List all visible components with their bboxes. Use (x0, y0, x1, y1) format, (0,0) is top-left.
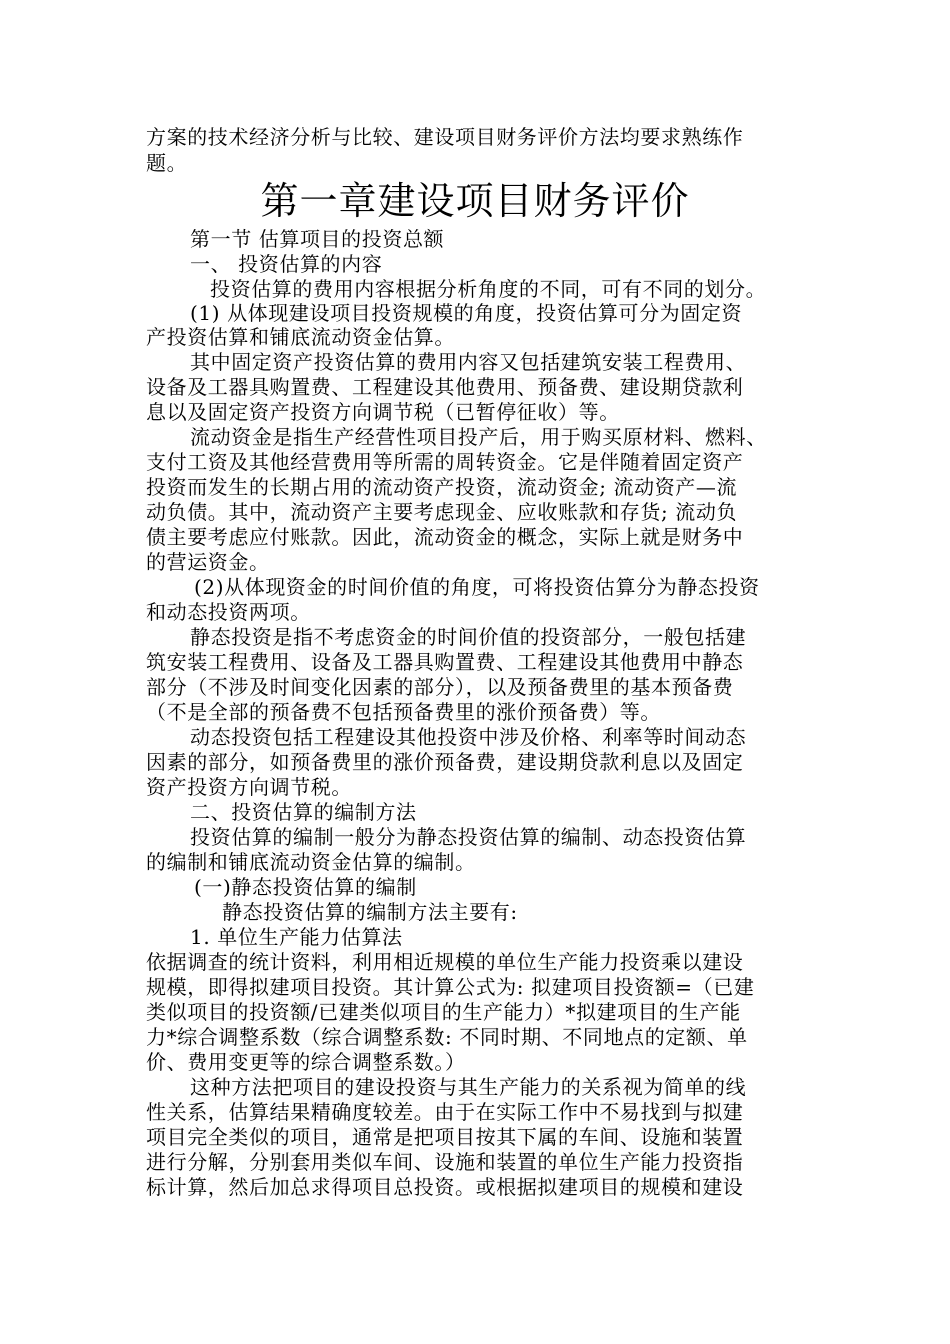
paragraph-line: 静态投资是指不考虑资金的时间价值的投资部分，一般包括建 (190, 625, 747, 649)
chapter-title: 第一章建设项目财务评价 (260, 179, 690, 223)
paragraph-line: 进行分解，分别套用类似车间、设施和装置的单位生产能力投资指 (146, 1150, 744, 1174)
paragraph-line: 投资估算的编制一般分为静态投资估算的编制、动态投资估算 (190, 825, 747, 849)
paragraph-line: 依据调查的统计资料，利用相近规模的单位生产能力投资乘以建设 (146, 950, 744, 974)
paragraph-line: 产投资估算和铺底流动资金估算。 (146, 325, 455, 349)
paragraph-line: 动态投资包括工程建设其他投资中涉及价格、利率等时间动态 (190, 725, 747, 749)
subsection-heading: 一、 投资估算的内容 (190, 252, 383, 276)
paragraph-line: 筑安装工程费用、设备及工器具购置费、工程建设其他费用中静态 (146, 650, 744, 674)
paragraph-line: 性关系，估算结果精确度较差。由于在实际工作中不易找到与拟建 (146, 1100, 744, 1124)
paragraph-line: 项目完全类似的项目，通常是把项目按其下属的车间、设施和装置 (146, 1125, 744, 1149)
paragraph-line: 价、费用变更等的综合调整系数。） (146, 1050, 466, 1074)
paragraph-line: 因素的部分，如预备费里的涨价预备费，建设期贷款利息以及固定 (146, 750, 744, 774)
paragraph-line: 力*综合调整系数（综合调整系数: 不同时期、不同地点的定额、单 (146, 1025, 748, 1049)
paragraph-line: 资产投资方向调节税。 (146, 775, 352, 799)
paragraph-line: （不是全部的预备费不包括预备费里的涨价预备费）等。 (146, 700, 661, 724)
paragraph-line: 流动资金是指生产经营性项目投产后，用于购买原材料、燃料、 (190, 425, 767, 449)
text-line: 题。 (146, 151, 188, 175)
paragraph-line: 标计算，然后加总求得项目总投资。或根据拟建项目的规模和建设 (146, 1175, 744, 1199)
paragraph-line: 的编制和铺底流动资金估算的编制。 (146, 850, 476, 874)
paragraph-line: 设备及工器具购置费、工程建设其他费用、预备费、建设期贷款利 (146, 375, 744, 399)
subsection-heading: 1. 单位生产能力估算法 (190, 925, 403, 949)
paragraph-line: 债主要考虑应付账款。因此，流动资金的概念，实际上就是财务中 (146, 525, 744, 549)
paragraph-line: 其中固定资产投资估算的费用内容又包括建筑安装工程费用、 (190, 350, 747, 374)
paragraph-line: 息以及固定资产投资方向调节税（已暂停征收）等。 (146, 400, 620, 424)
subsection-heading: 二、投资估算的编制方法 (190, 800, 417, 824)
paragraph-line: 支付工资及其他经营费用等所需的周转资金。它是伴随着固定资产 (146, 450, 744, 474)
paragraph-line: (1) 从体现建设项目投资规模的角度，投资估算可分为固定资 (190, 301, 743, 325)
paragraph-line: 动负债。其中，流动资产主要考虑现金、应收账款和存货; 流动负 (146, 500, 738, 524)
paragraph-line: 和动态投资两项。 (146, 600, 311, 624)
paragraph-line: 这种方法把项目的建设投资与其生产能力的关系视为简单的线 (190, 1075, 747, 1099)
subsection-heading: (一)静态投资估算的编制 (194, 875, 417, 899)
paragraph-line: 规模，即得拟建项目投资。其计算公式为: 拟建项目投资额=（已建 (146, 975, 755, 999)
paragraph-line: 部分（不涉及时间变化因素的部分），以及预备费里的基本预备费 (146, 675, 734, 699)
paragraph-line: 类似项目的投资额/已建类似项目的生产能力）*拟建项目的生产能 (146, 1000, 741, 1024)
text-line: 方案的技术经济分析与比较、建设项目财务评价方法均要求熟练作 (146, 125, 744, 149)
paragraph-line: 静态投资估算的编制方法主要有: (222, 900, 518, 924)
paragraph-line: (2)从体现资金的时间价值的角度，可将投资估算分为静态投资 (194, 575, 760, 599)
paragraph-line: 的营运资金。 (146, 550, 270, 574)
section-heading: 第一节 估算项目的投资总额 (190, 227, 445, 251)
paragraph-line: 投资而发生的长期占用的流动资产投资，流动资金; 流动资产—流 (146, 475, 738, 499)
paragraph-line: 投资估算的费用内容根据分析角度的不同，可有不同的划分。 (210, 277, 767, 301)
